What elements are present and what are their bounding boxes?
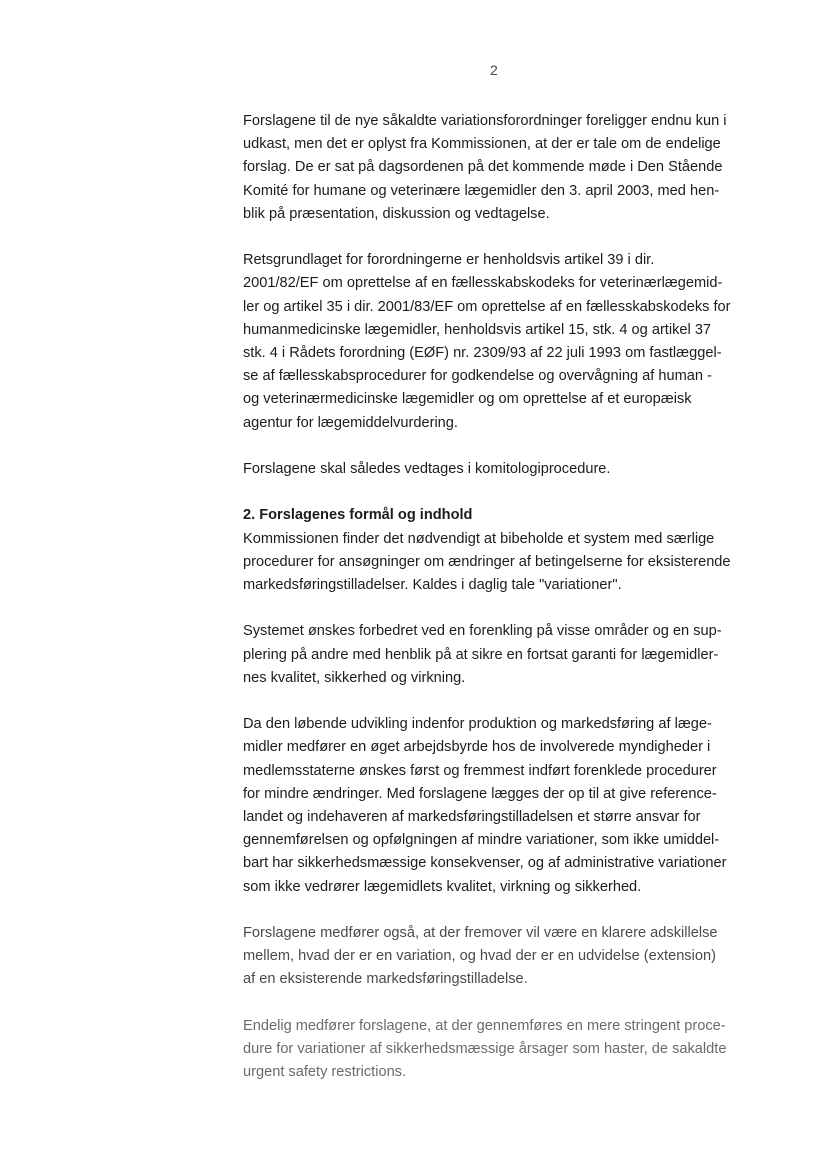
text-line: humanmedicinske lægemidler, henholdsvis artikel 15, stk. 4 og artikel 37 [243,321,712,338]
text-line: blik på præsentation, diskussion og vedtagelse. [243,205,550,222]
text-line: for mindre ændringer. Med forslagene lægges der op til at give reference- [243,785,717,802]
paragraph-urgent-safety [243,1015,763,1085]
paragraph-legal-basis [243,249,763,435]
text-line: ler og artikel 35 i dir. 2001/83/EF om oprettelse af en fællesskabskodeks for [243,298,731,315]
text-line: Retsgrundlaget for forordningerne er henholdsvis artikel 39 i dir. [243,252,655,269]
text-line: medlemsstaterne ønskes først og fremmest indført forenklede procedurer [243,762,717,779]
text-line: Komité for humane og veterinære lægemidler den 3. april 2003, med hen- [243,182,720,199]
text-line: Forslagene til de nye såkaldte variationsforordninger foreligger endnu kun i [243,113,727,129]
paragraph-variation-vs-extension [243,922,763,992]
paragraph-proposals-status [243,110,763,226]
text-line: af en eksisterende markedsføringstilladelse. [243,971,528,988]
text-line: landet og indehaveren af markedsføringstilladelsen et større ansvar for [243,809,701,826]
text-line: nes kvalitet, sikkerhed og virkning. [243,669,466,686]
text-line: gennemførelsen og opfølgningen af mindre variationer, som ikke umiddel- [243,832,720,849]
text-line: udkast, men det er oplyst fra Kommissionen, at der er tale om de endelige [243,136,721,153]
text-line: Systemet ønskes forbedret ved en forenkling på visse områder og en sup- [243,623,722,640]
text-line: bart har sikkerhedsmæssige konsekvenser, og af administrative variationer [243,855,727,872]
text-line: og veterinærmedicinske lægemidler og om oprettelse af et europæisk [243,391,692,408]
text-line: dure for variationer af sikkerhedsmæssige årsager som haster, de sakaldte [243,1041,727,1058]
text-line: forslag. De er sat på dagsordenen på det kommende møde i Den Stående [243,159,723,176]
text-line: Endelig medfører forslagene, at der gennemføres en mere stringent proce- [243,1017,726,1034]
page-number: 2 [490,62,498,78]
section-2 [243,504,763,597]
text-line: 2001/82/EF om oprettelse af en fællesskabskodeks for veterinærlægemid- [243,275,723,292]
text-line: Kommissionen finder det nødvendigt at bibeholde et system med særlige [243,530,715,547]
paragraph-improvement [243,620,763,690]
text-line: midler medfører en øget arbejdsbyrde hos de involverede myndigheder i [243,739,711,756]
text-line: Forslagene medfører også, at der fremover vil være en klarere adskillelse [243,925,718,942]
text-line: som ikke vedrører lægemidlets kvalitet, virkning og sikkerhed. [243,878,642,895]
text-line: se af fællesskabsprocedurer for godkendelse og overvågning af human - [243,368,712,385]
paragraph-simplified-procedures [243,713,763,899]
text-line: procedurer for ansøgninger om ændringer af betingelserne for eksisterende [243,553,731,570]
text-line: Da den løbende udvikling indenfor produktion og markedsføring af læge- [243,716,712,733]
text-line: stk. 4 i Rådets forordning (EØF) nr. 2309/93 af 22 juli 1993 om fastlæggel- [243,345,722,362]
text-line: plering på andre med henblik på at sikre en fortsat garanti for lægemidler- [243,646,719,663]
section-heading: 2. Forslagenes formål og indhold [243,507,473,524]
text-line: urgent safety restrictions. [243,1064,407,1081]
text-line: Forslagene skal således vedtages i komitologiprocedure. [243,461,611,478]
text-line: markedsføringstilladelser. Kaldes i daglig tale "variationer". [243,577,622,594]
document-body [243,110,763,1108]
text-line: agentur for lægemiddelvurdering. [243,414,458,431]
text-line: mellem, hvad der er en variation, og hvad der er en udvidelse (extension) [243,948,716,965]
paragraph-comitology [243,458,763,481]
